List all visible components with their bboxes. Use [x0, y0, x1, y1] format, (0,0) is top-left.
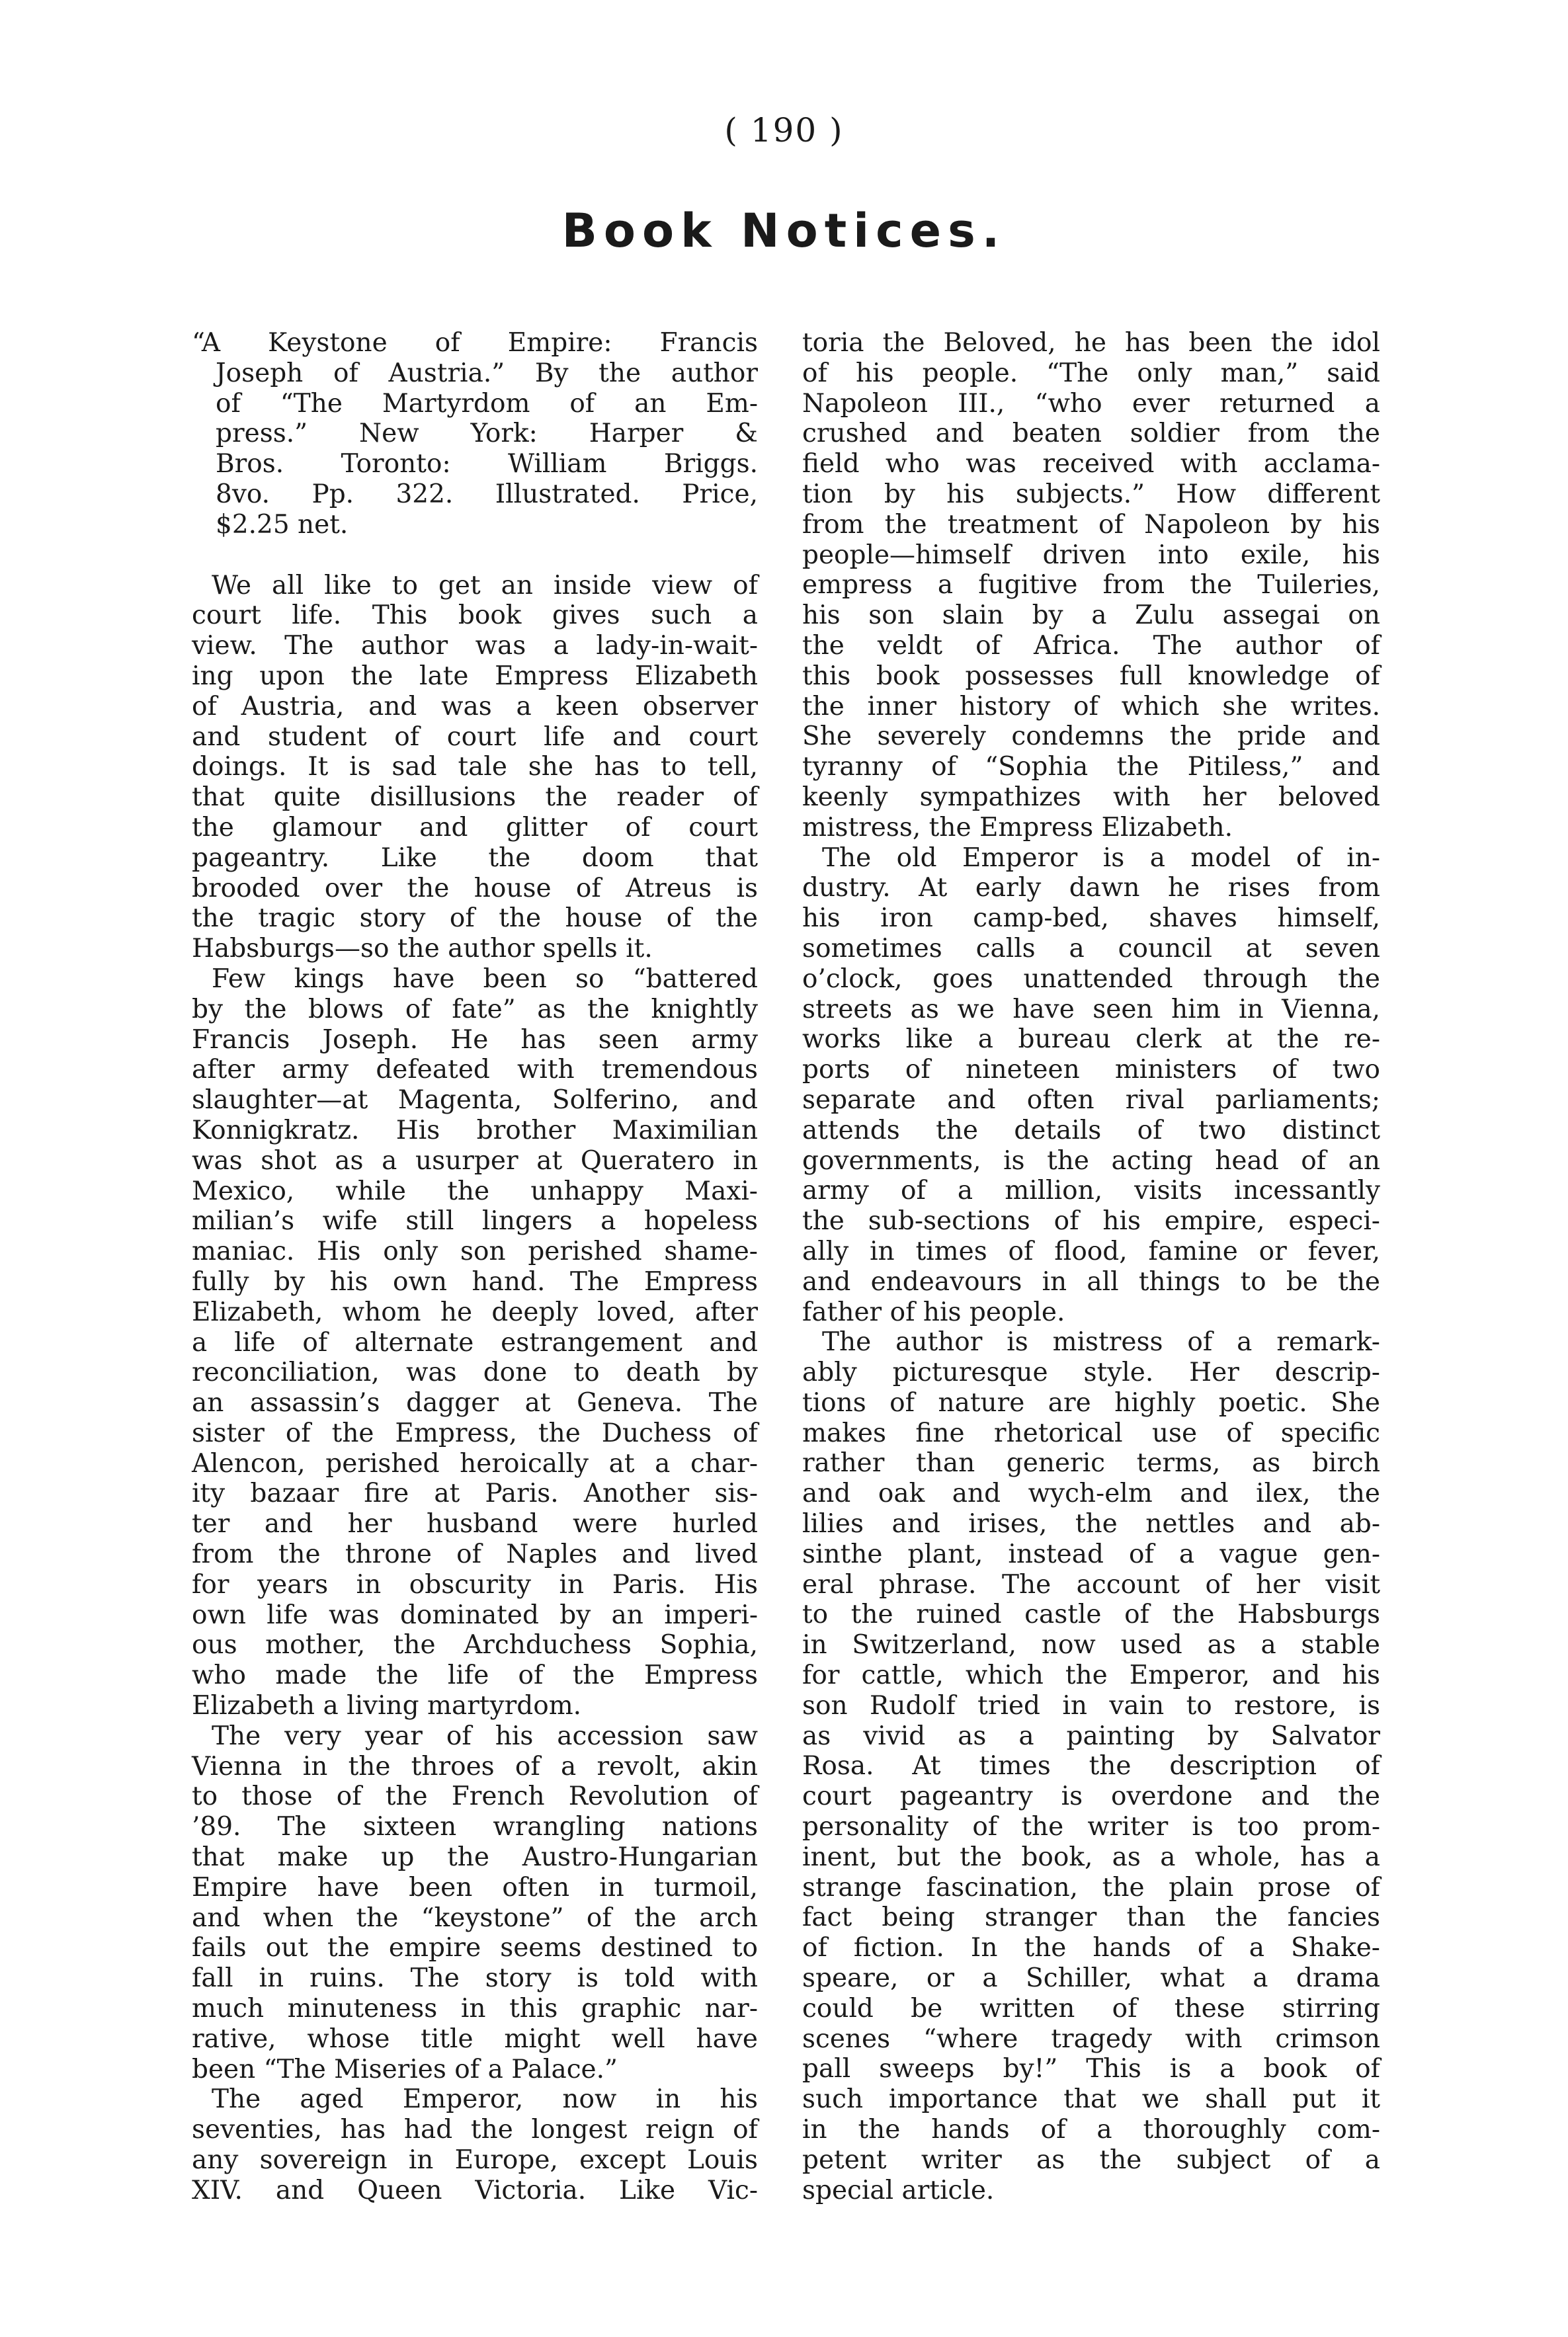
text-line: Bros. Toronto: William Briggs.	[216, 449, 758, 479]
text-line: Konnigkratz. His brother Maximilian	[192, 1115, 758, 1145]
text-line: Joseph of Austria.” By the author	[216, 358, 758, 388]
text-line: this book possesses full knowledge of	[802, 661, 1380, 691]
text-line: reconciliation, was done to death by	[192, 1358, 758, 1388]
text-line: was shot as a usurper at Queratero in	[192, 1145, 758, 1176]
text-line: The old Emperor is a model of in-	[822, 842, 1380, 873]
text-line: sinthe plant, instead of a vague gen-	[802, 1539, 1380, 1569]
text-line: and when the “keystone” of the arch	[192, 1903, 758, 1933]
text-line: rather than generic terms, as birch	[802, 1448, 1380, 1479]
text-line: fully by his own hand. The Empress	[192, 1266, 758, 1297]
text-line: fact being stranger than the fancies	[802, 1903, 1380, 1933]
text-line: maniac. His only son perished shame-	[192, 1237, 758, 1267]
text-line: o’clock, goes unattended through the	[802, 964, 1380, 994]
text-line: strange fascination, the plain prose of	[802, 1872, 1380, 1903]
review-paragraph	[192, 1721, 758, 2085]
text-line: rative, whose title might well have	[192, 2024, 758, 2054]
text-line: by the blows of fate” as the knightly	[192, 994, 758, 1024]
text-line: army of a million, visits incessantly	[802, 1176, 1380, 1206]
text-line: of fiction. In the hands of a Shake-	[802, 1933, 1380, 1963]
text-line: his iron camp-bed, shaves himself,	[802, 903, 1380, 934]
text-line: the sub-sections of his empire, especi-	[802, 1206, 1380, 1237]
text-line: Empire have been often in turmoil,	[192, 1872, 758, 1903]
text-line: “A Keystone of Empire: Francis	[192, 328, 758, 358]
text-line: petent writer as the subject of a	[802, 2145, 1380, 2175]
text-line: and oak and wych-elm and ilex, the	[802, 1479, 1380, 1509]
text-line: slaughter—at Magenta, Solferino, and	[192, 1085, 758, 1116]
text-line: in the hands of a thoroughly com-	[802, 2115, 1380, 2145]
page-number: ( 190 )	[724, 111, 844, 149]
text-line: tion by his subjects.” How different	[802, 479, 1380, 509]
text-line: eral phrase. The account of her visit	[802, 1569, 1380, 1600]
text-line: empress a fugitive from the Tuileries,	[802, 570, 1380, 600]
text-line: field who was received with acclama-	[802, 449, 1380, 479]
text-line: ally in times of flood, famine or fever,	[802, 1236, 1380, 1266]
text-line: from the treatment of Napoleon by his	[802, 509, 1380, 540]
text-line: inent, but the book, as a whole, has a	[802, 1842, 1380, 1872]
text-line: The very year of his accession saw	[212, 1721, 758, 1751]
text-line: sister of the Empress, the Duchess of	[192, 1418, 758, 1448]
text-line: court pageantry is overdone and the	[802, 1782, 1380, 1812]
text-line: pall sweeps by!” This is a book of	[802, 2054, 1380, 2084]
text-line: that make up the Austro-Hungarian	[192, 1842, 758, 1873]
text-line: been “The Miseries of a Palace.”	[192, 2054, 618, 2084]
text-line: seventies, has had the longest reign of	[192, 2115, 758, 2145]
text-line: scenes “where tragedy with crimson	[802, 2024, 1380, 2054]
text-line: pageantry. Like the doom that	[192, 842, 758, 873]
text-line: ter and her husband were hurled	[192, 1509, 758, 1539]
text-line: Rosa. At times the description of	[802, 1751, 1380, 1782]
text-line: She severely condemns the pride and	[802, 721, 1380, 752]
text-line: from the throne of Naples and lived	[192, 1539, 758, 1570]
text-line: fails out the empire seems destined to	[192, 1933, 758, 1963]
text-line: an assassin’s dagger at Geneva. The	[192, 1388, 758, 1418]
review-paragraph	[192, 571, 758, 964]
text-line: and student of court life and court	[192, 721, 758, 752]
citation-spacer	[192, 540, 758, 571]
text-line: toria the Beloved, he has been the idol	[802, 328, 1380, 358]
text-line: Habsburgs—so the author spells it.	[192, 934, 653, 964]
text-line: Francis Joseph. He has seen army	[192, 1024, 758, 1055]
text-line: his son slain by a Zulu assegai on	[802, 600, 1380, 631]
text-line: Vienna in the throes of a revolt, akin	[192, 1751, 758, 1782]
text-line: that quite disillusions the reader of	[192, 782, 758, 813]
text-line: father of his people.	[802, 1297, 1065, 1327]
section-title: Book Notices.	[561, 204, 1007, 258]
text-line: of his people. “The only man,” said	[802, 358, 1380, 388]
review-paragraph	[802, 1327, 1380, 2205]
text-line: court life. This book gives such a	[192, 600, 758, 631]
text-line: for years in obscurity in Paris. His	[192, 1569, 758, 1600]
text-line: keenly sympathizes with her beloved	[802, 782, 1380, 812]
text-line: any sovereign in Europe, except Louis	[192, 2145, 758, 2176]
text-line: of “The Martyrdom of an Em-	[216, 388, 758, 419]
text-line: personality of the writer is too prom-	[802, 1812, 1380, 1842]
text-line: fall in ruins. The story is told with	[192, 1963, 758, 1994]
text-line: a life of alternate estrangement and	[192, 1327, 758, 1358]
text-line: Alencon, perished heroically at a char-	[192, 1448, 758, 1479]
text-line: tions of nature are highly poetic. She	[802, 1387, 1380, 1418]
text-line: sometimes calls a council at seven	[802, 933, 1380, 964]
text-line: view. The author was a lady-in-wait-	[192, 631, 758, 661]
text-line: makes fine rhetorical use of specific	[802, 1418, 1380, 1448]
text-line: to those of the French Revolution of	[192, 1782, 758, 1812]
text-line: much minuteness in this graphic nar-	[192, 1994, 758, 2024]
text-line: son Rudolf tried in vain to restore, is	[802, 1690, 1380, 1721]
text-line: Elizabeth a living martyrdom.	[192, 1691, 582, 1721]
text-line: Napoleon III., “who ever returned a	[802, 388, 1380, 419]
text-line: Mexico, while the unhappy Maxi-	[192, 1176, 758, 1206]
text-line: ity bazaar fire at Paris. Another sis-	[192, 1479, 758, 1509]
text-line: crushed and beaten soldier from the	[802, 419, 1380, 449]
text-line: who made the life of the Empress	[192, 1660, 758, 1691]
text-line: brooded over the house of Atreus is	[192, 873, 758, 903]
text-line: the veldt of Africa. The author of	[802, 630, 1380, 661]
text-line: streets as we have seen him in Vienna,	[802, 994, 1380, 1024]
left-column	[192, 328, 758, 2206]
text-line: Few kings have been so “battered	[212, 964, 758, 994]
review-paragraph	[192, 2084, 758, 2205]
text-line: doings. It is sad tale she has to tell,	[192, 752, 758, 782]
text-line: ous mother, the Archduchess Sophia,	[192, 1630, 758, 1660]
text-line: speare, or a Schiller, what a drama	[802, 1963, 1380, 1994]
text-line: separate and often rival parliaments;	[802, 1085, 1380, 1115]
review-paragraph	[802, 328, 1380, 843]
text-line: the tragic story of the house of the	[192, 903, 758, 934]
text-line: $2.25 net.	[216, 509, 349, 540]
text-line: We all like to get an inside view of	[212, 570, 758, 600]
book-citation	[192, 328, 758, 540]
text-line: the inner history of which she writes.	[802, 691, 1380, 721]
text-line: to the ruined castle of the Habsburgs	[802, 1600, 1380, 1630]
text-line: and endeavours in all things to be the	[802, 1266, 1380, 1297]
right-column	[802, 328, 1380, 2205]
text-line: milian’s wife still lingers a hopeless	[192, 1206, 758, 1237]
text-line: people—himself driven into exile, his	[802, 540, 1380, 570]
text-line: The aged Emperor, now in his	[212, 2084, 758, 2115]
text-line: 8vo. Pp. 322. Illustrated. Price,	[216, 479, 758, 509]
review-paragraph	[802, 843, 1380, 1328]
text-line: in Switzerland, now used as a stable	[802, 1630, 1380, 1660]
text-line: ing upon the late Empress Elizabeth	[192, 661, 758, 691]
text-line: ’89. The sixteen wrangling nations	[192, 1812, 758, 1842]
text-line: own life was dominated by an imperi-	[192, 1600, 758, 1630]
text-line: ably picturesque style. Her descrip-	[802, 1358, 1380, 1388]
text-line: XIV. and Queen Victoria. Like Vic-	[192, 2175, 758, 2205]
text-line: of Austria, and was a keen observer	[192, 691, 758, 721]
review-paragraph	[192, 964, 758, 1721]
text-line: press.” New York: Harper &	[216, 419, 758, 449]
text-line: as vivid as a painting by Salvator	[802, 1721, 1380, 1751]
text-line: for cattle, which the Emperor, and his	[802, 1660, 1380, 1691]
text-line: could be written of these stirring	[802, 1993, 1380, 2024]
text-line: Elizabeth, whom he deeply loved, after	[192, 1297, 758, 1327]
text-line: special article.	[802, 2175, 995, 2205]
text-line: dustry. At early dawn he rises from	[802, 873, 1380, 903]
text-line: The author is mistress of a remark-	[822, 1327, 1380, 1358]
text-line: lilies and irises, the nettles and ab-	[802, 1509, 1380, 1539]
text-line: such importance that we shall put it	[802, 2084, 1380, 2115]
text-line: after army defeated with tremendous	[192, 1055, 758, 1085]
text-line: attends the details of two distinct	[802, 1115, 1380, 1145]
text-line: mistress, the Empress Elizabeth.	[802, 812, 1233, 842]
text-line: the glamour and glitter of court	[192, 812, 758, 842]
text-line: works like a bureau clerk at the re-	[802, 1024, 1380, 1055]
text-line: ports of nineteen ministers of two	[802, 1055, 1380, 1085]
text-line: governments, is the acting head of an	[802, 1145, 1380, 1176]
text-line: tyranny of “Sophia the Pitiless,” and	[802, 752, 1380, 782]
